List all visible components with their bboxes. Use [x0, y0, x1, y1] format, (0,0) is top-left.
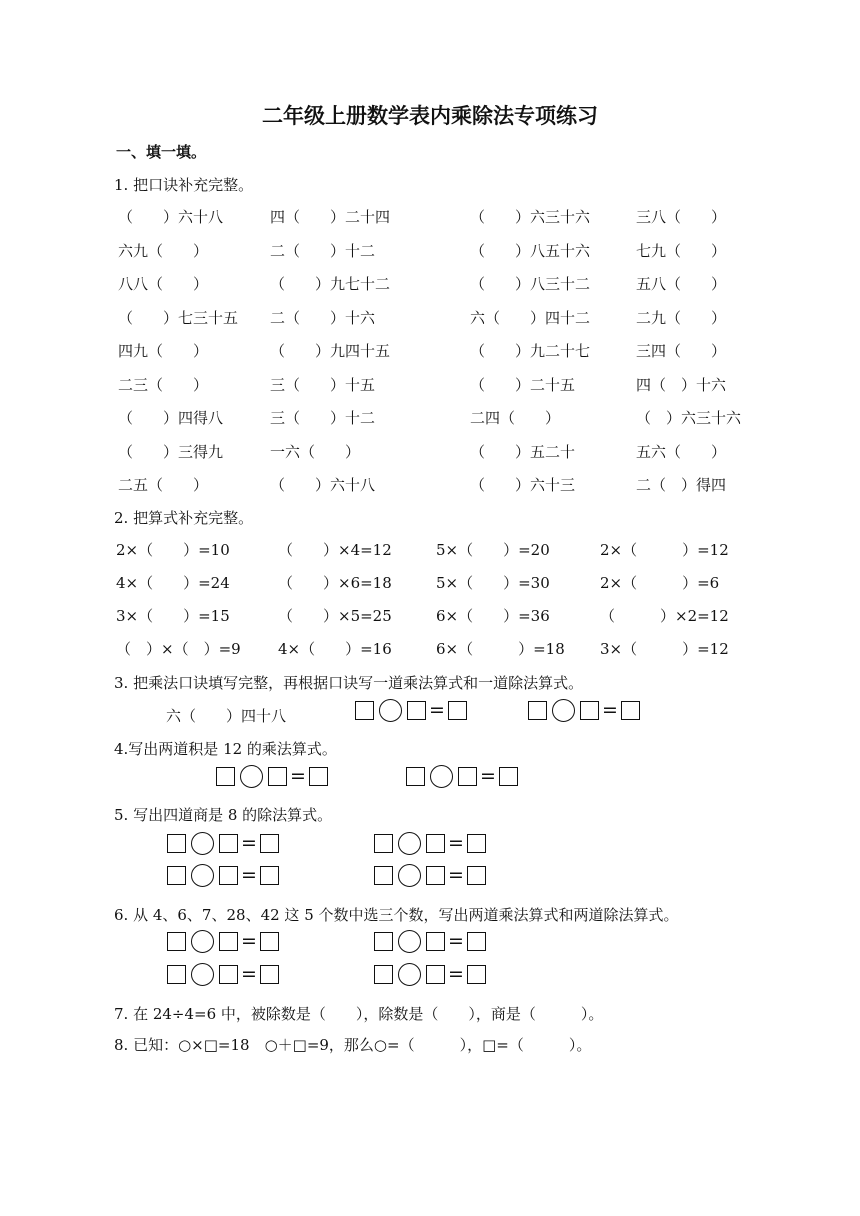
- equation-template: [374, 832, 486, 855]
- question-8-label: 8. 已知：○×□=18 ○＋□=9，那么○=（ ），□=（ ）。: [114, 1036, 592, 1054]
- equation-template: [528, 699, 640, 722]
- formula-cell: 六九（ ）: [118, 242, 209, 260]
- operator-circle[interactable]: [398, 864, 421, 887]
- answer-box[interactable]: [167, 834, 186, 853]
- answer-box[interactable]: [467, 834, 486, 853]
- operator-circle[interactable]: [191, 930, 214, 953]
- equation-cell: 5×（ ）=30: [436, 574, 550, 592]
- answer-box[interactable]: [355, 701, 374, 720]
- operator-circle[interactable]: [240, 765, 263, 788]
- equation-cell: 6×（ ）=18: [436, 640, 565, 658]
- equation-cell: 3×（ ）=15: [116, 607, 230, 625]
- operator-circle[interactable]: [398, 963, 421, 986]
- operator-circle[interactable]: [191, 864, 214, 887]
- answer-box[interactable]: [580, 701, 599, 720]
- equation-cell: 3×（ ）=12: [600, 640, 729, 658]
- answer-box[interactable]: [219, 965, 238, 984]
- equation-template: [167, 864, 279, 887]
- equals-sign: =: [290, 765, 306, 787]
- equals-sign: =: [241, 930, 257, 952]
- formula-cell: （ ）六十三: [470, 476, 576, 494]
- equation-template: [216, 765, 328, 788]
- formula-cell: 五八（ ）: [636, 275, 727, 293]
- answer-box[interactable]: [260, 866, 279, 885]
- equals-sign: =: [241, 832, 257, 854]
- equation-template: [406, 765, 518, 788]
- answer-box[interactable]: [458, 767, 477, 786]
- formula-cell: 四（ ）十六: [636, 376, 727, 394]
- formula-cell: 五六（ ）: [636, 443, 727, 461]
- equation-cell: （ ）×4=12: [278, 541, 392, 559]
- formula-cell: （ ）九二十七: [470, 342, 591, 360]
- answer-box[interactable]: [260, 965, 279, 984]
- formula-cell: （ ）三得九: [118, 443, 224, 461]
- formula-cell: 七九（ ）: [636, 242, 727, 260]
- formula-cell: （ ）六三十六: [470, 208, 591, 226]
- equation-cell: 2×（ ）=10: [116, 541, 230, 559]
- answer-box[interactable]: [309, 767, 328, 786]
- equation-template: [167, 832, 279, 855]
- formula-cell: 六（ ）四十二: [470, 309, 591, 327]
- formula-cell: （ ）二十五: [470, 376, 576, 394]
- formula-cell: （ ）九四十五: [270, 342, 391, 360]
- answer-box[interactable]: [219, 866, 238, 885]
- formula-cell: （ ）八三十二: [470, 275, 591, 293]
- answer-box[interactable]: [216, 767, 235, 786]
- operator-circle[interactable]: [191, 963, 214, 986]
- formula-cell: （ ）六十八: [270, 476, 376, 494]
- answer-box[interactable]: [426, 834, 445, 853]
- equation-cell: （ ）×（ ）=9: [116, 640, 241, 658]
- formula-cell: 三四（ ）: [636, 342, 727, 360]
- equation-cell: 4×（ ）=16: [278, 640, 392, 658]
- operator-circle[interactable]: [398, 832, 421, 855]
- answer-box[interactable]: [467, 965, 486, 984]
- formula-cell: （ ）五二十: [470, 443, 576, 461]
- answer-box[interactable]: [426, 965, 445, 984]
- equals-sign: =: [448, 930, 464, 952]
- operator-circle[interactable]: [379, 699, 402, 722]
- equation-template: [167, 930, 279, 953]
- formula-cell: 四（ ）二十四: [270, 208, 391, 226]
- operator-circle[interactable]: [398, 930, 421, 953]
- answer-box[interactable]: [499, 767, 518, 786]
- formula-cell: 一六（ ）: [270, 443, 361, 461]
- formula-cell: 二（ ）得四: [636, 476, 727, 494]
- equation-cell: （ ）×5=25: [278, 607, 392, 625]
- formula-cell: （ ）六十八: [118, 208, 224, 226]
- equals-sign: =: [241, 963, 257, 985]
- equals-sign: =: [448, 832, 464, 854]
- question-1-label: 1. 把口诀补充完整。: [114, 176, 254, 194]
- answer-box[interactable]: [374, 834, 393, 853]
- equation-template: [374, 930, 486, 953]
- formula-cell: 二三（ ）: [118, 376, 209, 394]
- formula-cell: 二（ ）十二: [270, 242, 376, 260]
- answer-box[interactable]: [167, 965, 186, 984]
- equals-sign: =: [241, 864, 257, 886]
- equation-cell: （ ）×6=18: [278, 574, 392, 592]
- answer-box[interactable]: [260, 834, 279, 853]
- formula-cell: 三八（ ）: [636, 208, 727, 226]
- answer-box[interactable]: [467, 866, 486, 885]
- operator-circle[interactable]: [552, 699, 575, 722]
- answer-box[interactable]: [374, 866, 393, 885]
- equals-sign: =: [429, 699, 445, 721]
- formula-cell: （ ）七三十五: [118, 309, 239, 327]
- answer-box[interactable]: [219, 932, 238, 951]
- question-3-label: 3. 把乘法口诀填写完整，再根据口诀写一道乘法算式和一道除法算式。: [114, 674, 584, 692]
- answer-box[interactable]: [426, 866, 445, 885]
- equation-cell: 4×（ ）=24: [116, 574, 230, 592]
- answer-box[interactable]: [167, 866, 186, 885]
- answer-box[interactable]: [167, 932, 186, 951]
- page-title: 二年级上册数学表内乘除法专项练习: [262, 104, 598, 128]
- equation-template: [374, 963, 486, 986]
- answer-box[interactable]: [374, 965, 393, 984]
- answer-box[interactable]: [448, 701, 467, 720]
- question-6-label: 6. 从 4、6、7、28、42 这 5 个数中选三个数，写出两道乘法算式和两道除法算式。: [114, 906, 679, 924]
- formula-cell: 四九（ ）: [118, 342, 209, 360]
- answer-box[interactable]: [219, 834, 238, 853]
- question-3-prompt: 六（ ）四十八: [166, 707, 287, 725]
- formula-cell: 三（ ）十二: [270, 409, 376, 427]
- equation-cell: 5×（ ）=20: [436, 541, 550, 559]
- equation-template: [167, 963, 279, 986]
- formula-cell: （ ）六三十六: [636, 409, 742, 427]
- section-heading: 一、填一填。: [116, 143, 207, 161]
- answer-box[interactable]: [528, 701, 547, 720]
- answer-box[interactable]: [621, 701, 640, 720]
- formula-cell: （ ）八五十六: [470, 242, 591, 260]
- equals-sign: =: [448, 963, 464, 985]
- formula-cell: 二五（ ）: [118, 476, 209, 494]
- equation-template: [355, 699, 467, 722]
- formula-cell: （ ）九七十二: [270, 275, 391, 293]
- question-4-label: 4.写出两道积是 12 的乘法算式。: [114, 740, 337, 758]
- answer-box[interactable]: [406, 767, 425, 786]
- answer-box[interactable]: [407, 701, 426, 720]
- formula-cell: 二四（ ）: [470, 409, 561, 427]
- equals-sign: =: [448, 864, 464, 886]
- question-5-label: 5. 写出四道商是 8 的除法算式。: [114, 806, 333, 824]
- question-7-label: 7. 在 24÷4=6 中，被除数是（ ），除数是（ ），商是（ ）。: [114, 1005, 604, 1023]
- answer-box[interactable]: [268, 767, 287, 786]
- question-2-label: 2. 把算式补充完整。: [114, 509, 254, 527]
- equation-cell: （ ）×2=12: [600, 607, 729, 625]
- formula-cell: 二九（ ）: [636, 309, 727, 327]
- equation-template: [374, 864, 486, 887]
- formula-cell: （ ）四得八: [118, 409, 224, 427]
- operator-circle[interactable]: [430, 765, 453, 788]
- answer-box[interactable]: [260, 932, 279, 951]
- operator-circle[interactable]: [191, 832, 214, 855]
- formula-cell: 二（ ）十六: [270, 309, 376, 327]
- answer-box[interactable]: [467, 932, 486, 951]
- formula-cell: 八八（ ）: [118, 275, 209, 293]
- equation-cell: 6×（ ）=36: [436, 607, 550, 625]
- answer-box[interactable]: [374, 932, 393, 951]
- formula-cell: 三（ ）十五: [270, 376, 376, 394]
- equals-sign: =: [602, 699, 618, 721]
- answer-box[interactable]: [426, 932, 445, 951]
- equation-cell: 2×（ ）=12: [600, 541, 729, 559]
- equals-sign: =: [480, 765, 496, 787]
- equation-cell: 2×（ ）=6: [600, 574, 720, 592]
